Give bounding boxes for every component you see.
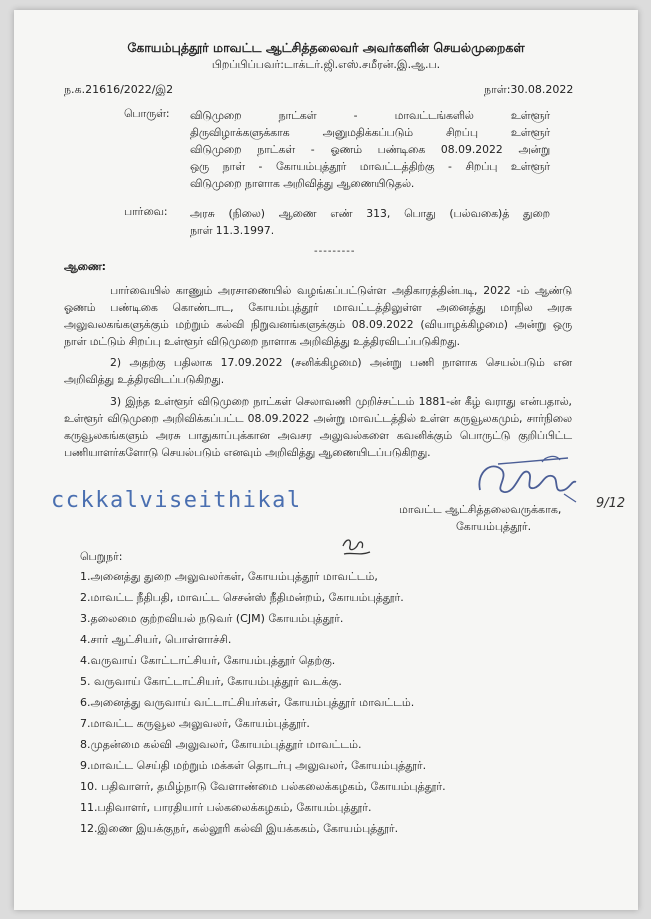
signature-scribble <box>472 450 582 506</box>
recipient-item: 6.அனைத்து வருவாய் வட்டாட்சியர்கள், கோயம்புத்தூர் மாவட்டம். <box>80 696 415 709</box>
subject-line: விடுமுறை நாட்கள் - ஓணம் பண்டிகை 08.09.2022 அன்று <box>190 143 550 156</box>
reference-line: நாள் 11.3.1997. <box>190 224 275 237</box>
order-paragraph-1: பார்வையில் காணும் அரசாணையில் வழங்கப்பட்டுள்ள அதிகாரத்தின்படி, 2022 -ம் ஆண்டு ஓணம் பண்டிகை கொண்டாட, கோயம்புத்தூர் மாவட்டத்திலுள்ள அனைத்து மாநில அரசு அலுவலகங்களுக்கும் மற்றும் கல்வி நிறுவனங்களுக்கும் 08.09.2022 (வியாழக்கிழமை) அன்று ஒரு நாள் மட்டும் சிறப்பு உள்ளூர் விடுமுறை நாளாக அறிவித்து உத்திரவிடப்படுகிறது. <box>64 284 572 348</box>
recipient-item: 5. வருவாய் கோட்டாட்சியர், கோயம்புத்தூர் வடக்கு. <box>80 675 342 688</box>
recipient-item: 10. பதிவாளர், தமிழ்நாடு வேளாண்மை பல்கலைக்கழகம், கோயம்புத்தூர். <box>80 780 446 793</box>
handwritten-date-note: 9/12 <box>596 496 626 511</box>
order-paragraph-3: 3) இந்த உள்ளூர் விடுமுறை நாட்கள் செலாவணி முறிச்சட்டம் 1881-ன் கீழ் வராது என்பதால், உள்ளூர் விடுமுறை அறிவிக்கப்பட்ட 08.09.2022 அன்று மாவட்டத்தில் உள்ள கருவூலகமும், சார்நிலை கருவூலகங்களும் அரசு பாதுகாப்புக்கான அவசர அலுவல்களை கவனிக்கும் பொருட்டு குறிப்பிட்ட பணியாளர்களோடு செயல்படும் எனவும் அறிவித்து ஆணையிடப்படுகிறது. <box>64 395 572 459</box>
subject-block <box>190 107 550 192</box>
watermark-text: cckkalviseithikal <box>51 488 302 513</box>
recipient-item: 4.வருவாய் கோட்டாட்சியர், கோயம்புத்தூர் தெற்கு. <box>80 654 336 667</box>
recipient-item: 8.முதன்மை கல்வி அலுவலர், கோயம்புத்தூர் மாவட்டம். <box>80 738 362 751</box>
recipient-item: 2.மாவட்ட நீதிபதி, மாவட்ட செசன்ஸ் நீதிமன்றம், கோயம்புத்தூர். <box>80 591 404 604</box>
order-date: நாள்:30.08.2022 <box>484 83 574 96</box>
recipient-item: 3.தலைமை குற்றவியல் நடுவர் (CJM) கோயம்புத்தூர். <box>80 612 344 625</box>
document-page <box>14 10 638 910</box>
issuer-line: பிறப்பிப்பவர்:டாக்டர்.ஜி.எஸ்.சமீரன்.இ.ஆ.ப. <box>211 58 441 71</box>
reference-line: அரசு (நிலை) ஆணை எண் 313, பொது (பல்வகை)த் துறை <box>190 207 550 220</box>
reference-block <box>190 205 550 239</box>
recipients-label: பெறுநர்: <box>80 550 123 563</box>
subject-line: விடுமுறை நாட்கள் - மாவட்டங்களில் உள்ளூர் <box>190 109 550 122</box>
separator: --------- <box>314 246 356 257</box>
initials-scribble <box>340 534 372 558</box>
recipient-item: 12.இணை இயக்குநர், கல்லூரி கல்வி இயக்ககம், கோயம்புத்தூர். <box>80 822 399 835</box>
subject-line: திருவிழாக்களுக்காக அனுமதிக்கப்படும் சிறப்பு உள்ளூர் <box>190 126 550 139</box>
subject-label: பொருள்: <box>124 107 170 120</box>
signatory-location: கோயம்புத்தூர். <box>456 520 532 533</box>
order-label: ஆணை: <box>64 260 106 273</box>
recipient-item: 4.சார் ஆட்சியர், பொள்ளாச்சி. <box>80 633 232 646</box>
recipient-item: 9.மாவட்ட செய்தி மற்றும் மக்கள் தொடர்பு அலுவலர், கோயம்புத்தூர். <box>80 759 427 772</box>
order-paragraph-2: 2) அதற்கு பதிலாக 17.09.2022 (சனிக்கிழமை) அன்று பணி நாளாக செயல்படும் என அறிவித்து உத்திரவிடப்படுகிறது. <box>64 356 572 386</box>
document-title: கோயம்புத்தூர் மாவட்ட ஆட்சித்தலைவர் அவர்களின் செயல்முறைகள் <box>127 40 525 55</box>
signatory-designation: மாவட்ட ஆட்சித்தலைவருக்காக, <box>399 503 562 516</box>
subject-line: ஒரு நாள் - கோயம்புத்தூர் மாவட்டத்திற்கு - சிறப்பு உள்ளூர் <box>190 160 550 173</box>
recipient-item: 1.அனைத்து துறை அலுவலர்கள், கோயம்புத்தூர் மாவட்டம், <box>80 570 378 583</box>
reference-number: ந.க.21616/2022/இ2 <box>64 83 174 96</box>
recipient-item: 7.மாவட்ட கருவூல அலுவலர், கோயம்புத்தூர். <box>80 717 310 730</box>
recipient-item: 11.பதிவாளர், பாரதியார் பல்கலைக்கழகம், கோயம்புத்தூர். <box>80 801 372 814</box>
subject-line: விடுமுறை நாளாக அறிவித்து ஆணையிடுதல். <box>190 177 415 190</box>
reference-label: பார்வை: <box>124 205 168 218</box>
